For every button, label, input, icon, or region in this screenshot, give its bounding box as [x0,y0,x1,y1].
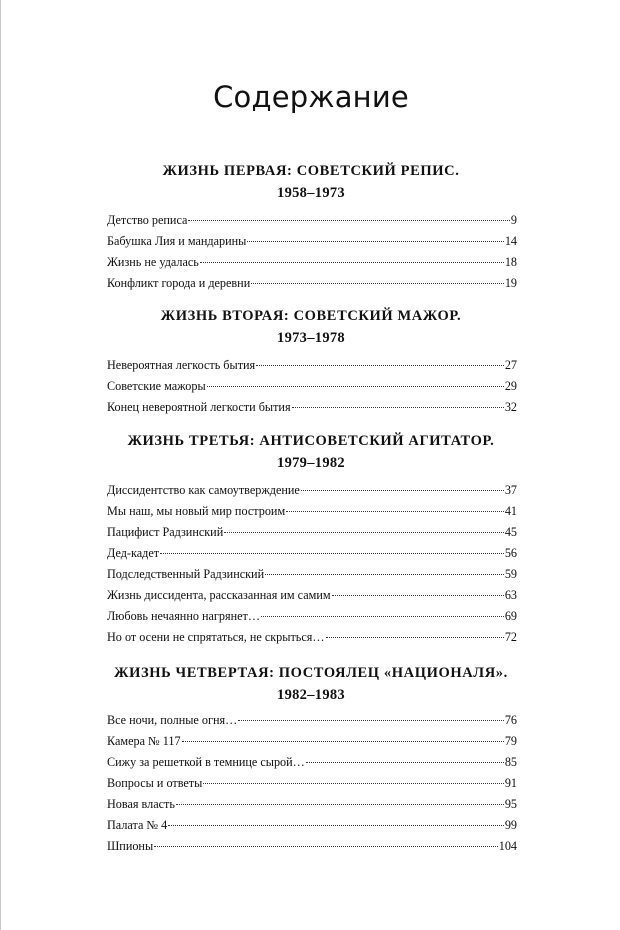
toc-entry-page: 45 [504,525,517,539]
toc-entry-page: 27 [504,358,517,372]
leader-dots [265,574,504,575]
leader-dots [188,220,509,221]
leader-dots [176,804,504,805]
toc-entry[interactable] [107,543,517,564]
leader-dots [207,386,504,387]
section-title: ЖИЗНЬ ТРЕТЬЯ: АНТИСОВЕТСКИЙ АГИТАТОР. [127,433,495,449]
toc-entry[interactable] [107,794,517,815]
leader-dots [332,595,504,596]
toc-entry-page: 37 [504,483,517,497]
leader-dots [154,846,498,847]
toc-entry-label: Вопросы и ответы [107,776,203,790]
leader-dots [256,365,504,366]
toc-entry-page: 72 [504,630,517,644]
toc-entry[interactable] [107,710,517,731]
toc-entry[interactable] [107,836,517,857]
toc-entry-page: 99 [504,818,517,832]
toc-entry-page: 79 [504,734,517,748]
toc-entry-label: Жизнь не удалась [107,255,199,269]
toc-entry-label: Пацифист Радзинский [107,525,224,539]
toc-entry[interactable] [107,501,517,522]
toc-entry-label: Шпионы [107,839,154,853]
toc-entry[interactable] [107,480,517,501]
toc-entry[interactable] [107,731,517,752]
section-years: 1973–1978 [277,330,345,346]
leader-dots [203,783,503,784]
leader-dots [261,616,504,617]
leader-dots [251,283,504,284]
leader-dots [182,741,504,742]
leader-dots [238,720,504,721]
toc-entry-page: 9 [510,213,517,227]
toc-entry-label: Дед-кадет [107,546,160,560]
toc-entry-label: Жизнь диссидента, рассказанная им самим [107,588,331,602]
toc-entry-page: 19 [504,276,517,290]
toc-entry-label: Конец невероятной легкости бытия [107,400,291,414]
toc-entry-label: Подследственный Радзинский [107,567,265,581]
toc-entry[interactable] [107,522,517,543]
leader-dots [200,262,504,263]
toc-list-3 [107,480,517,648]
toc-entry-page: 95 [504,797,517,811]
toc-entry-page: 104 [498,839,517,853]
toc-entry-label: Бабушка Лия и мандарины [107,234,247,248]
page-title: Содержание [213,80,409,114]
toc-entry-label: Конфликт города и деревни [107,276,251,290]
leader-dots [286,511,504,512]
toc-entry-page: 14 [504,234,517,248]
toc-entry-page: 18 [504,255,517,269]
toc-entry-label: Мы наш, мы новый мир построим [107,504,286,518]
section-heading-3 [1,430,620,474]
toc-entry[interactable] [107,752,517,773]
section-years: 1982–1983 [277,687,345,703]
toc-entry-page: 76 [504,713,517,727]
toc-entry-label: Диссидентство как самоутверждение [107,483,300,497]
toc-entry-label: Новая власть [107,797,175,811]
leader-dots [160,553,504,554]
toc-entry[interactable] [107,564,517,585]
toc-entry-page: 63 [504,588,517,602]
section-title: ЖИЗНЬ ЧЕТВЕРТАЯ: ПОСТОЯЛЕЦ «НАЦИОНАЛЯ». [114,665,508,681]
toc-entry[interactable] [107,355,517,376]
toc-entry-label: Но от осени не спрятаться, не скрыться… [107,630,325,644]
toc-list-2 [107,355,517,418]
toc-entry[interactable] [107,606,517,627]
toc-entry-label: Камера № 117 [107,734,181,748]
section-heading-2 [1,305,620,349]
toc-entry[interactable] [107,773,517,794]
toc-entry[interactable] [107,273,517,294]
section-years: 1979–1982 [277,455,345,471]
leader-dots [224,532,504,533]
leader-dots [306,762,504,763]
toc-entry[interactable] [107,397,517,418]
toc-entry[interactable] [107,376,517,397]
toc-entry-page: 32 [504,400,517,414]
leader-dots [326,637,504,638]
toc-entry-label: Сижу за решеткой в темнице сырой… [107,755,305,769]
toc-entry[interactable] [107,627,517,648]
section-years: 1958–1973 [277,185,345,201]
toc-entry[interactable] [107,585,517,606]
toc-list-1 [107,210,517,294]
toc-entry[interactable] [107,252,517,273]
toc-entry-page: 91 [504,776,517,790]
toc-entry-label: Любовь нечаянно нагрянет… [107,609,261,623]
section-heading-1 [1,160,620,204]
toc-entry-page: 69 [504,609,517,623]
toc-entry[interactable] [107,815,517,836]
leader-dots [247,241,503,242]
toc-entry[interactable] [107,231,517,252]
leader-dots [301,490,504,491]
section-title: ЖИЗНЬ ПЕРВАЯ: СОВЕТСКИЙ РЕПИС. [162,163,460,179]
leader-dots [292,407,504,408]
section-heading-4 [1,662,620,706]
toc-entry-page: 59 [504,567,517,581]
toc-entry-label: Детство реписа [107,213,188,227]
toc-entry[interactable] [107,210,517,231]
toc-entry-label: Все ночи, полные огня… [107,713,238,727]
section-title: ЖИЗНЬ ВТОРАЯ: СОВЕТСКИЙ МАЖОР. [160,308,462,324]
toc-entry-label: Палата № 4 [107,818,168,832]
toc-entry-page: 29 [504,379,517,393]
toc-entry-label: Невероятная легкость бытия [107,358,256,372]
toc-list-4 [107,710,517,857]
toc-entry-page: 41 [504,504,517,518]
toc-entry-page: 56 [504,546,517,560]
leader-dots [168,825,504,826]
toc-entry-label: Советские мажоры [107,379,206,393]
toc-entry-page: 85 [504,755,517,769]
